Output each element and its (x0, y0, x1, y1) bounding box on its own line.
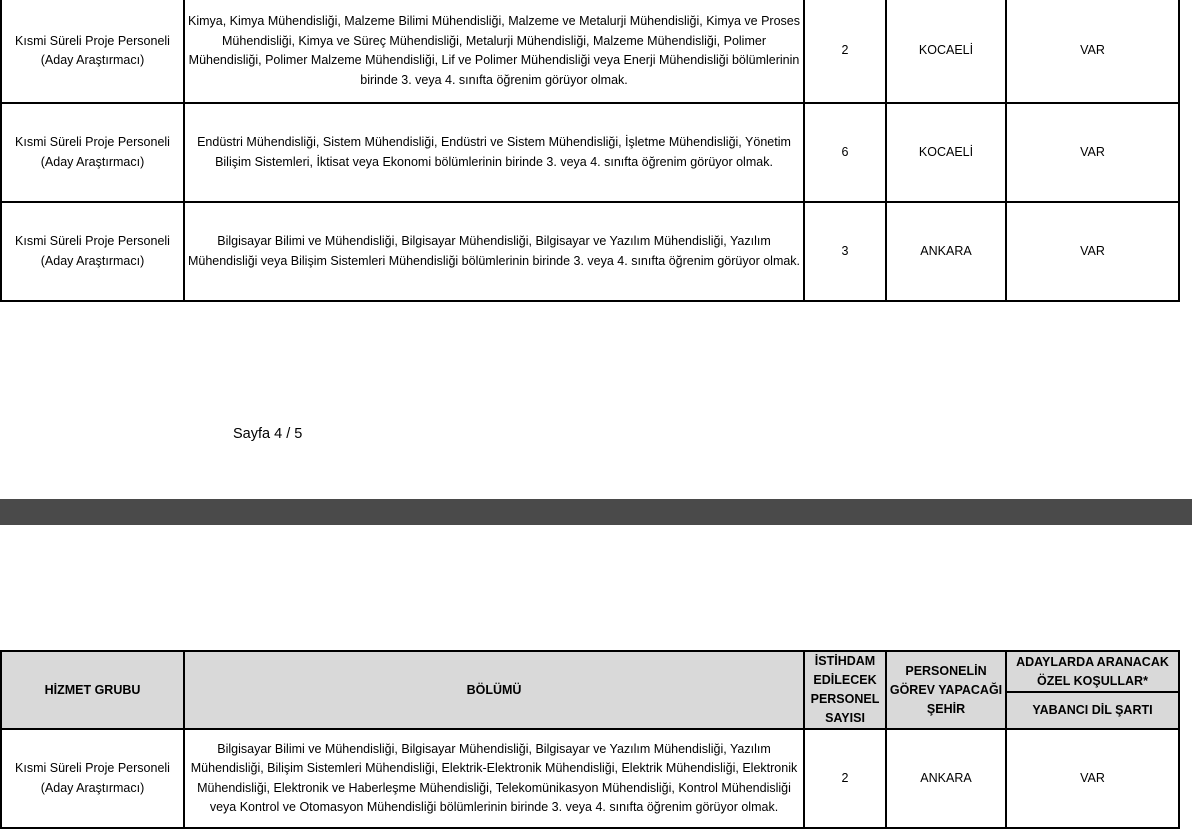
header-service-group: HİZMET GRUBU (1, 651, 184, 729)
department-cell: Bilgisayar Bilimi ve Mühendisliği, Bilgisayar Mühendisliği, Bilgisayar ve Yazılım Mühendisliği, Yazılım Mühendisliği veya Bilişim Sistemleri Mühendisliği bölümlerinin birinde 3. veya 4. sınıfta öğrenim görüyor olmak. (184, 202, 804, 301)
service-group-cell: Kısmi Süreli Proje Personeli (Aday Araştırmacı) (1, 0, 184, 103)
city-cell: KOCAELİ (886, 103, 1006, 202)
language-requirement-cell: VAR (1006, 0, 1179, 103)
personnel-count-cell: 2 (804, 729, 886, 828)
personnel-count-cell: 6 (804, 103, 886, 202)
header-personnel-count: İSTİHDAM EDİLECEK PERSONEL SAYISI (804, 651, 886, 729)
table-row (1, 0, 1179, 103)
header-special-conditions: ADAYLARDA ARANACAK ÖZEL KOŞULLAR* (1006, 651, 1179, 692)
service-group-cell: Kısmi Süreli Proje Personeli (Aday Araştırmacı) (1, 103, 184, 202)
positions-table-bottom (0, 650, 1180, 829)
language-requirement-cell: VAR (1006, 202, 1179, 301)
department-cell: Endüstri Mühendisliği, Sistem Mühendisliği, Endüstri ve Sistem Mühendisliği, İşletme Mühendisliği, Yönetim Bilişim Sistemleri, İktisat veya Ekonomi bölümlerinin birinde 3. veya 4. sınıfta öğrenim görüyor olmak. (184, 103, 804, 202)
table-row (1, 729, 1179, 828)
city-cell: ANKARA (886, 729, 1006, 828)
table-header-row (1, 651, 1179, 692)
service-group-cell: Kısmi Süreli Proje Personeli (Aday Araştırmacı) (1, 202, 184, 301)
positions-table-top (0, 0, 1180, 302)
page-separator (0, 499, 1192, 525)
header-department: BÖLÜMÜ (184, 651, 804, 729)
language-requirement-cell: VAR (1006, 103, 1179, 202)
city-cell: ANKARA (886, 202, 1006, 301)
table-row (1, 103, 1179, 202)
department-cell: Kimya, Kimya Mühendisliği, Malzeme Bilimi Mühendisliği, Malzeme ve Metalurji Mühendisliği, Kimya ve Proses Mühendisliği, Kimya ve Süreç Mühendisliği, Metalurji Mühendisliği, Malzeme Mühendisliği, Polimer Mühendisliği, Polimer Malzeme Mühendisliği, Lif ve Polimer Mühendisliği veya Enerji Mühendisliği bölümlerinin birinde 3. veya 4. sınıfta öğrenim görüyor olmak. (184, 0, 804, 103)
table-row (1, 202, 1179, 301)
department-cell: Bilgisayar Bilimi ve Mühendisliği, Bilgisayar Mühendisliği, Bilgisayar ve Yazılım Mühendisliği, Yazılım Mühendisliği, Bilişim Sistemleri Mühendisliği, Elektrik-Elektronik Mühendisliği, Elektrik Mühendisliği, Elektronik Mühendisliği, Elektronik ve Haberleşme Mühendisliği, Telekomünikasyon Mühendisliği, Kontrol Mühendisliği veya Kontrol ve Otomasyon Mühendisliği bölümlerinin birinde 3. veya 4. sınıfta öğrenim görüyor olmak. (184, 729, 804, 828)
city-cell: KOCAELİ (886, 0, 1006, 103)
header-city: PERSONELİN GÖREV YAPACAĞI ŞEHİR (886, 651, 1006, 729)
pdf-page-5 (0, 525, 1192, 829)
personnel-count-cell: 2 (804, 0, 886, 103)
page-number: Sayfa 4 / 5 (233, 426, 303, 442)
language-requirement-cell: VAR (1006, 729, 1179, 828)
personnel-count-cell: 3 (804, 202, 886, 301)
header-language-requirement: YABANCI DİL ŞARTI (1006, 692, 1179, 729)
service-group-cell: Kısmi Süreli Proje Personeli (Aday Araştırmacı) (1, 729, 184, 828)
